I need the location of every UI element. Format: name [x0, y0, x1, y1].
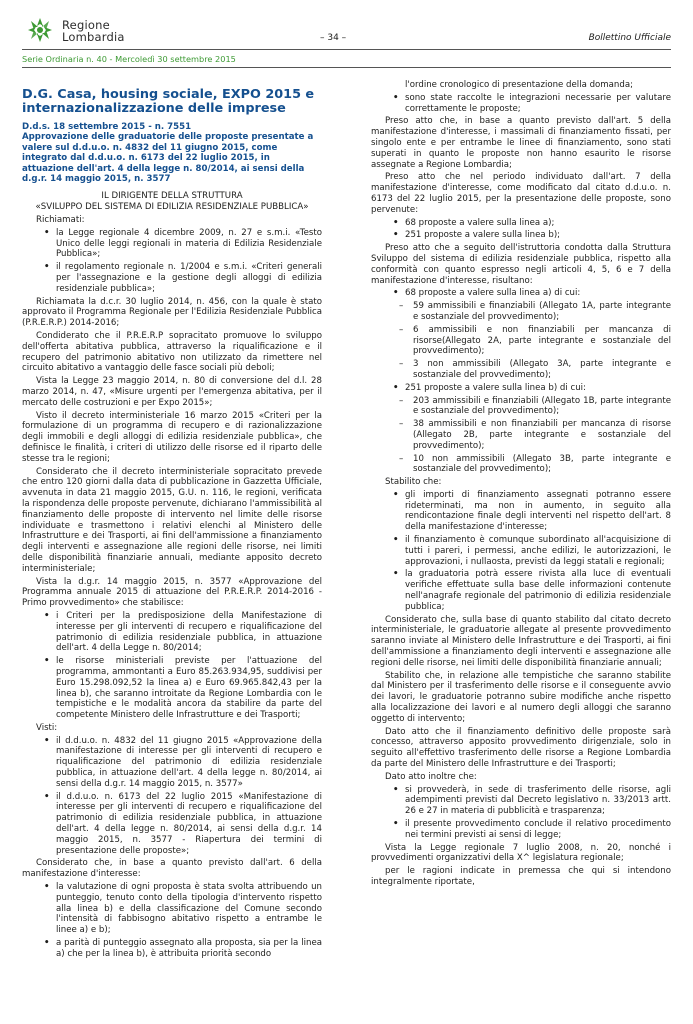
paragraph: Considerato che, in base a quanto previsto dall'art. 6 della manifestazione d'interesse: [22, 858, 322, 880]
dash-item: – 10 non ammissibili (Allegato 3B, parte integrante e sostanziale del provvedimento); [399, 454, 671, 476]
dash-item: – 6 ammissibili e non finanziabili per mancanza di risorse(Allegato 2A, parte integrante e sostanziale del provvedimento); [399, 325, 671, 357]
list-item: • il d.d.u.o. n. 4832 del 11 giugno 2015 «Approvazione della manifestazione di interesse per gli interventi di recupero e riqualificazione del patrimonio di edilizia residenziale pubblica, in attuazione dell'art. 4 della legge n. 80/2014, ai sensi della d.g.r. 14 maggio 2015, n. 3577» [42, 736, 322, 790]
paragraph: Considerato che, sulla base di quanto stabilito dal citato decreto interministeriale, le graduatorie allegate al presente provvedimento saranno inviate al Ministero delle Infrastrutture e dei Trasporti, ai fini dell'ammissione a finanziamento degli interventi e assegnazione alle regioni delle risorse, nei limiti delle disponibilità finanziarie annuali; [371, 614, 671, 668]
lombardy-rose-logo-icon [22, 16, 58, 44]
list-item: • a parità di punteggio assegnato alla proposta, sia per la linea a) che per la linea b), è attribuita priorità secondo [42, 938, 322, 960]
act-number: D.d.s. 18 settembre 2015 - n. 7551 [22, 122, 192, 132]
paragraph: Condiderato che il P.R.E.R.P sopracitato promuove lo sviluppo dell'offerta abitativa pubblica, attraverso la riqualificazione e il recupero del patrimonio abitativo non utilizzato da rimettere nel circuito abitativo a vantaggio delle fasce sociali più deboli; [22, 331, 322, 374]
bullet-list [371, 785, 671, 841]
list-item: • 68 proposte a valere sulla linea a) di cui: [391, 288, 671, 299]
list-item: • sono state raccolte le integrazioni necessarie per valutare correttamente le proposte; [391, 93, 671, 115]
list-item: • il finanziamento è comunque subordinato all'acquisizione di tutti i pareri, i permessi, anche edilizi, le autorizzazioni, le approvazioni, i nullaosta, previsti da leggi statali e regionali; [391, 535, 671, 567]
header-divider [22, 49, 671, 50]
director-title-2: «SVILUPPO DEL SISTEMA DI EDILIZIA RESIDENZIALE PUBBLICA» [35, 202, 309, 213]
page-number: – 34 – [320, 33, 347, 43]
paragraph: Preso atto che nel periodo individuato dall'art. 7 della manifestazione d'interesse, come modificato dal citato d.d.u.o. n. 6173 del 22 luglio 2015, per la presentazione delle proposte, sono pervenute: [371, 172, 671, 215]
left-column [22, 76, 322, 962]
serie-line: Serie Ordinaria n. 40 - Mercoledì 30 settembre 2015 [22, 54, 236, 64]
paragraph: Richiamata la d.c.r. 30 luglio 2014, n. 456, con la quale è stato approvato il Programma Regionale per l'Edilizia Residenziale Pubblica (P.R.E.R.P.) 2014-2016; [22, 296, 322, 329]
bullet-list [22, 611, 322, 721]
section-title-line-1: D.G. Casa, housing sociale, EXPO 2015 e [22, 87, 315, 102]
paragraph: Preso atto che a seguito dell'istruttoria condotta dalla Struttura Sviluppo del sistema di edilizia residenziale pubblica, rispetto alla conformità con quanto espresso negli articoli 4, 5, 6 e 7 della manifestazione d'interesse, risultano: [371, 243, 671, 286]
paragraph: Dato atto inoltre che: [385, 771, 477, 782]
list-item: • 251 proposte a valere sulla linea b) di cui: [391, 383, 671, 394]
serie-divider [22, 67, 671, 68]
section-title-line-2: internazionalizzazione delle imprese [22, 101, 286, 116]
paragraph: per le ragioni indicate in premessa che qui si intendono integralmente riportate, [371, 866, 671, 887]
list-item: • la valutazione di ogni proposta è stata svolta attribuendo un punteggio, tenuto conto della tipologia d'intervento rispetto alla linea b) e della classificazione del Comune secondo l'intensità di fabbisogno abitativo rispetto a entrambe le linee a) e b); [42, 882, 322, 936]
brand-line-2: Lombardia [62, 30, 125, 44]
bullet-list [22, 882, 322, 960]
dash-item: – 3 non ammissibili (Allegato 3A, parte integrante e sostanziale del provvedimento); [399, 359, 671, 381]
list-item: • la Legge regionale 4 dicembre 2009, n. 27 e s.m.i. «Testo Unico delle leggi regionali in materia di Edilizia Residenziale Pubblica»; [42, 228, 322, 260]
brand-line-1: Regione [62, 18, 110, 32]
list-item: • le risorse ministeriali previste per l'attuazione del programma, ammontanti a Euro 85.263.934,95, suddivisi per Euro 15.298.092,52 la linea a) e Euro 69.965.842,43 per la linea b), che saranno introitate da Regione Lombardia con le tempistiche e le modalità ancora da stabilire da parte del competente Ministero delle Infrastrutture e dei Trasporti; [42, 656, 322, 721]
bullet-list [371, 80, 671, 114]
list-item: • si provvederà, in sede di trasferimento delle risorse, agli adempimenti previsti dal Decreto legislativo n. 33/2013 artt. 26 e 27 in materia di pubblicità e trasparenza; [391, 785, 671, 817]
list-item: • 251 proposte a valere sulla linea b); [391, 230, 671, 241]
act-title: Approvazione delle graduatorie delle proposte presentate a valere sul d.d.u.o. n. 4832 del 11 giugno 2015, come integrato dal d.d.u.o. n. 6173 del 22 luglio 2015, in attuazione dell'art. 4 della legge n. 80/2014, ai sensi della d.g.r. 14 maggio 2015, n. 3577 [22, 132, 314, 185]
bullet-list [371, 288, 671, 475]
section-title [22, 88, 322, 116]
paragraph: Preso atto che, in base a quanto previsto dall'art. 5 della manifestazione d'interesse, i massimali di finanziamento fissati, per singolo ente e per entrambe le linee di finanziamento, sono stati superati in quanto le proposte non hanno esaurito le risorse assegnate a Regione Lombardia; [371, 116, 671, 170]
list-item: • 68 proposte a valere sulla linea a); [391, 218, 671, 229]
list-item: • il regolamento regionale n. 1/2004 e s.m.i. «Criteri generali per l'assegnazione e la gestione degli alloggi di edilizia residenziale pubblica»; [42, 262, 322, 294]
publication-title: Bollettino Ufficiale [588, 33, 671, 43]
right-column [371, 80, 671, 888]
list-item: • il presente provvedimento conclude il relativo procedimento nei termini previsti ai sensi di legge; [391, 819, 671, 841]
list-item: • i Criteri per la predisposizione della Manifestazione di interesse per gli interventi di recupero e riqualificazione del patrimonio di edilizia residenziale pubblica, in attuazione dell'art. 4 della Legge n. 80/2014; [42, 611, 322, 654]
paragraph: Dato atto che il finanziamento definitivo delle proposte sarà concesso, attraverso apposito provvedimento dirigenziale, solo in seguito all'effettivo trasferimento delle risorse a Regione Lombardia da parte del Ministero delle Infrastrutture e dei Trasporti; [371, 726, 671, 770]
list-item: • gli importi di finanziamento assegnati potranno essere rideterminati, ma non in aumento, in seguito alla rendicontazione finale degli interventi nel rispetto dell'art. 8 della manifestazione d'interesse; [391, 490, 671, 533]
bullet-list [22, 228, 322, 295]
paragraph: Stabilito che: [385, 477, 442, 488]
bullet-list [371, 218, 671, 242]
paragraph: Vista la Legge 23 maggio 2014, n. 80 di conversione del d.l. 28 marzo 2014, n. 47, «Misure urgenti per l'emergenza abitativa, per il mercato delle costruzioni e per Expo 2015»; [22, 376, 322, 408]
paragraph: Richiamati: [36, 215, 85, 226]
paragraph: Visto il decreto interministeriale 16 marzo 2015 «Criteri per la formulazione di un programma di recupero e di razionalizzazione degli immobili e degli alloggi di edilizia residenziale pubblica», che definisce le finalità, i criteri di utilizzo delle risorse ed il riparto delle stesse tra le regioni; [22, 410, 322, 464]
paragraph: Vista la Legge regionale 7 luglio 2008, n. 20, nonché i provvedimenti organizzativi della X^ legislatura regionale; [371, 842, 671, 864]
bullet-list [22, 736, 322, 857]
list-item: • la graduatoria potrà essere rivista alla luce di eventuali verifiche effettuate sulla base delle informazioni contenute nell'anagrafe regionale del patrimonio di edilizia residenziale pubblica; [391, 569, 671, 612]
dash-item: – 203 ammissibili e finanziabili (Allegato 1B, parte integrante e sostanziale del provvedimento); [399, 396, 671, 418]
paragraph: Visti: [36, 722, 58, 733]
director-title-1: IL DIRIGENTE DELLA STRUTTURA [101, 191, 243, 202]
list-item: • il d.d.u.o. n. 6173 del 22 luglio 2015 «Manifestazione di interesse per gli interventi di recupero e riqualificazione del patrimonio di edilizia residenziale pubblica, in attuazione dell'art. 4 della legge n. 80/2014, ai sensi della d.g.r. 14 maggio 2015, n. 3577 - Riapertura dei termini di presentazione delle proposte»; [42, 792, 322, 857]
paragraph: Stabilito che, in relazione alle tempistiche che saranno stabilite dal Ministero per il trasferimento delle risorse e il conseguente avvio dei lavori, le graduatorie potranno subire modifiche anche rispetto alla localizzazione dei lavori e al numero degli alloggi che saranno oggetto di intervento; [371, 670, 671, 724]
list-item-continuation: l'ordine cronologico di presentazione della domanda; [405, 80, 633, 90]
paragraph: Considerato che il decreto interministeriale sopracitato prevede che entro 120 giorni dalla data di pubblicazione in Gazzetta Ufficiale, avvenuta in data 21 maggio 2015, G.U. n. 116, le regioni, verificata la rispondenza delle proposte pervenute, dichiarano l'ammissibilità al finanziamento delle proposte di intervento nel limite delle risorse individuate e trasmettono i relativi elenchi al Ministero delle Infrastrutture e dei Trasporti, ai fini dell'ammissione a finanziamento degli interventi e assegnazione alle regioni delle risorse, nei limiti delle disponibilità finanziarie annuali, mediante apposito decreto interministeriale; [22, 466, 322, 574]
paragraph: Vista la d.g.r. 14 maggio 2015, n. 3577 «Approvazione del Programma annuale 2015 di attuazione del P.R.E.R.P. 2014-2016 - Primo provvedimento» che stabilisce: [22, 576, 322, 609]
act-heading [22, 122, 322, 184]
bullet-list [371, 490, 671, 613]
brand-name [62, 19, 125, 43]
dash-item: – 59 ammissibili e finanziabili (Allegato 1A, parte integrante e sostanziale del provvedimento); [399, 301, 671, 323]
dash-item: – 38 ammissibili e non finanziabili per mancanza di risorse (Allegato 2B, parte integrante e sostanziale del provvedimento); [399, 419, 671, 451]
page-header [0, 0, 693, 64]
